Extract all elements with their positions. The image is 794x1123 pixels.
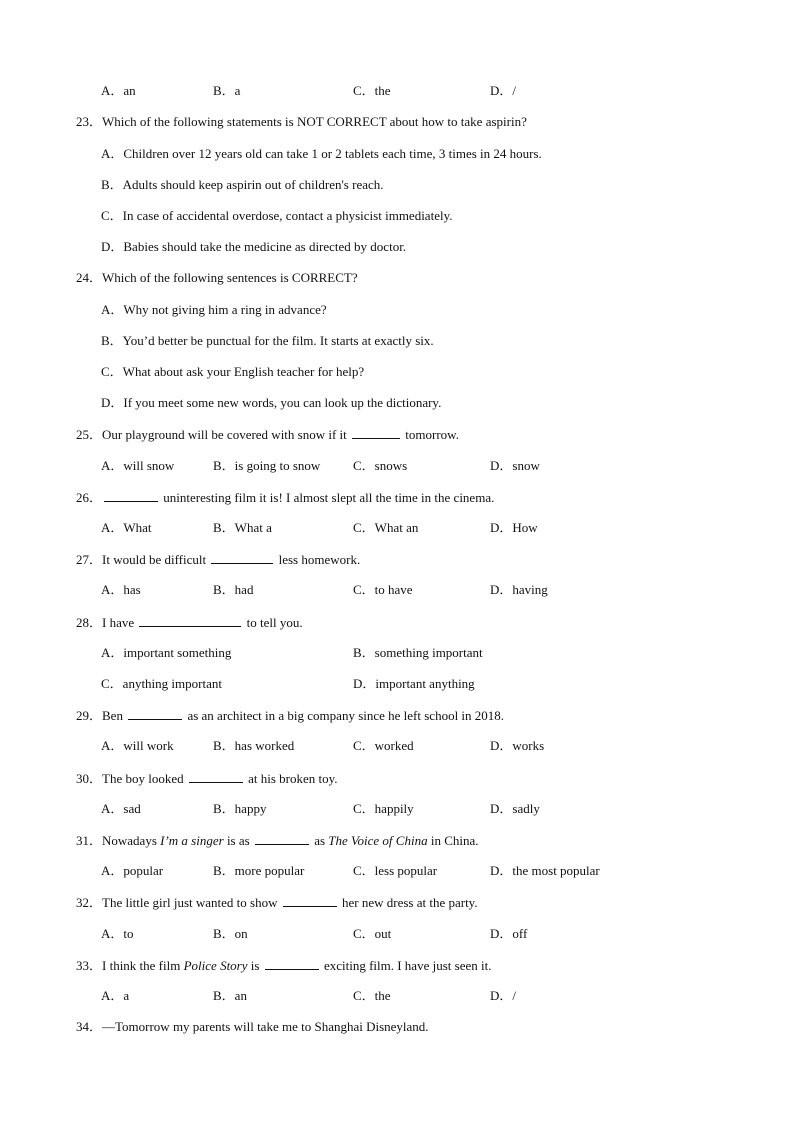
q31-option-c: C．less popular xyxy=(353,863,438,878)
q27-option-a: A．has xyxy=(101,582,141,597)
q22-option-c: C．the xyxy=(353,83,391,98)
q33-answer-blank[interactable] xyxy=(265,957,319,970)
q33-title: Police Story xyxy=(183,958,248,973)
q27-answer-blank[interactable] xyxy=(211,551,273,564)
q33-option-c: C．the xyxy=(353,988,391,1003)
q24-option-a: A．Why not giving him a ring in advance? xyxy=(101,302,327,317)
q25-answer-blank[interactable] xyxy=(352,426,400,439)
q23-option-d: D．Babies should take the medicine as directed by doctor. xyxy=(101,239,407,254)
q23-option-a: A．Children over 12 years old can take 1 or 2 tablets each time, 3 times in 24 hours. xyxy=(101,146,542,161)
q32-answer-blank[interactable] xyxy=(283,894,337,907)
q23-option-c: C．In case of accidental overdose, contact a physicist immediately. xyxy=(101,208,453,223)
q31-option-d: D．the most popular xyxy=(490,863,600,878)
q29-stem xyxy=(76,707,504,724)
q33-option-d: D．/ xyxy=(490,988,517,1003)
q33-stem-mid: is xyxy=(250,958,260,973)
q28-stem-pre: 28．I have xyxy=(76,615,135,630)
q29-option-c: C．worked xyxy=(353,738,414,753)
q26-stem-post: uninteresting film it is! I almost slept all the time in the cinema. xyxy=(163,490,495,505)
q22-option-b: B．a xyxy=(213,83,241,98)
q29-stem-pre: 29．Ben xyxy=(76,708,123,723)
q24-option-d: D．If you meet some new words, you can look up the dictionary. xyxy=(101,395,442,410)
q29-option-a: A．will work xyxy=(101,738,174,753)
q32-stem xyxy=(76,894,478,911)
q30-stem-pre: 30．The boy looked xyxy=(76,771,184,786)
q31-option-a: A．popular xyxy=(101,863,164,878)
q25-stem xyxy=(76,426,459,443)
q27-stem-pre: 27．It would be difficult xyxy=(76,552,207,567)
q31-title-2: The Voice of China xyxy=(328,833,428,848)
q30-option-a: A．sad xyxy=(101,801,141,816)
q24-stem: 24．Which of the following sentences is CORRECT? xyxy=(76,270,358,285)
q29-stem-post: as an architect in a big company since he left school in 2018. xyxy=(187,708,505,723)
q28-stem xyxy=(76,614,303,631)
q24-option-b: B．You’d better be punctual for the film. It starts at exactly six. xyxy=(101,333,434,348)
q26-option-b: B．What a xyxy=(213,520,272,535)
q28-option-a: A．important something xyxy=(101,645,232,660)
q31-title-1: I’m a singer xyxy=(160,833,224,848)
q23-stem: 23．Which of the following statements is NOT CORRECT about how to take aspirin? xyxy=(76,114,527,129)
q30-option-c: C．happily xyxy=(353,801,414,816)
q29-option-b: B．has worked xyxy=(213,738,295,753)
q34-stem: 34．—Tomorrow my parents will take me to Shanghai Disneyland. xyxy=(76,1019,429,1034)
q30-option-d: D．sadly xyxy=(490,801,540,816)
q25-option-a: A．will snow xyxy=(101,458,175,473)
q31-stem-mid: is as xyxy=(226,833,250,848)
q25-option-c: C．snows xyxy=(353,458,408,473)
q32-stem-post: her new dress at the party. xyxy=(341,895,478,910)
q31-stem-post: in China. xyxy=(430,833,479,848)
q26-option-d: D．How xyxy=(490,520,538,535)
q28-stem-post: to tell you. xyxy=(246,615,303,630)
q22-option-a: A．an xyxy=(101,83,136,98)
q24-option-c: C．What about ask your English teacher for help? xyxy=(101,364,365,379)
q32-option-a: A．to xyxy=(101,926,134,941)
q27-option-c: C．to have xyxy=(353,582,413,597)
q22-option-d: D．/ xyxy=(490,83,517,98)
q31-stem-mid2: as xyxy=(314,833,326,848)
q23-option-b: B．Adults should keep aspirin out of children's reach. xyxy=(101,177,384,192)
q29-answer-blank[interactable] xyxy=(128,707,182,720)
q25-option-b: B．is going to snow xyxy=(213,458,321,473)
q33-stem-pre: 33．I think the film xyxy=(76,958,181,973)
q33-option-b: B．an xyxy=(213,988,247,1003)
q27-option-b: B．had xyxy=(213,582,254,597)
q32-option-d: D．off xyxy=(490,926,528,941)
q28-option-d: D．important anything xyxy=(353,676,475,691)
q32-option-b: B．on xyxy=(213,926,248,941)
q26-answer-blank[interactable] xyxy=(104,489,158,502)
q26-option-a: A．What xyxy=(101,520,152,535)
q25-stem-post: tomorrow. xyxy=(405,427,459,442)
q30-option-b: B．happy xyxy=(213,801,267,816)
q31-answer-blank[interactable] xyxy=(255,832,309,845)
q28-answer-blank[interactable] xyxy=(139,614,241,627)
q30-stem xyxy=(76,770,338,787)
q26-stem-pre: 26． xyxy=(76,490,103,505)
q30-stem-post: at his broken toy. xyxy=(248,771,338,786)
q28-option-c: C．anything important xyxy=(101,676,222,691)
q28-option-b: B．something important xyxy=(353,645,483,660)
q30-answer-blank[interactable] xyxy=(189,770,243,783)
q27-option-d: D．having xyxy=(490,582,548,597)
q33-option-a: A．a xyxy=(101,988,130,1003)
q32-stem-pre: 32．The little girl just wanted to show xyxy=(76,895,278,910)
q25-option-d: D．snow xyxy=(490,458,540,473)
q26-stem xyxy=(76,489,494,506)
q27-stem-post: less homework. xyxy=(278,552,361,567)
q31-stem xyxy=(76,832,479,849)
q29-option-d: D．works xyxy=(490,738,545,753)
q31-option-b: B．more popular xyxy=(213,863,305,878)
q33-stem-post: exciting film. I have just seen it. xyxy=(323,958,492,973)
q31-stem-pre: 31．Nowadays xyxy=(76,833,157,848)
q25-stem-pre: 25．Our playground will be covered with snow if it xyxy=(76,427,347,442)
q33-stem xyxy=(76,957,491,974)
q32-option-c: C．out xyxy=(353,926,392,941)
q26-option-c: C．What an xyxy=(353,520,419,535)
q27-stem xyxy=(76,551,360,568)
